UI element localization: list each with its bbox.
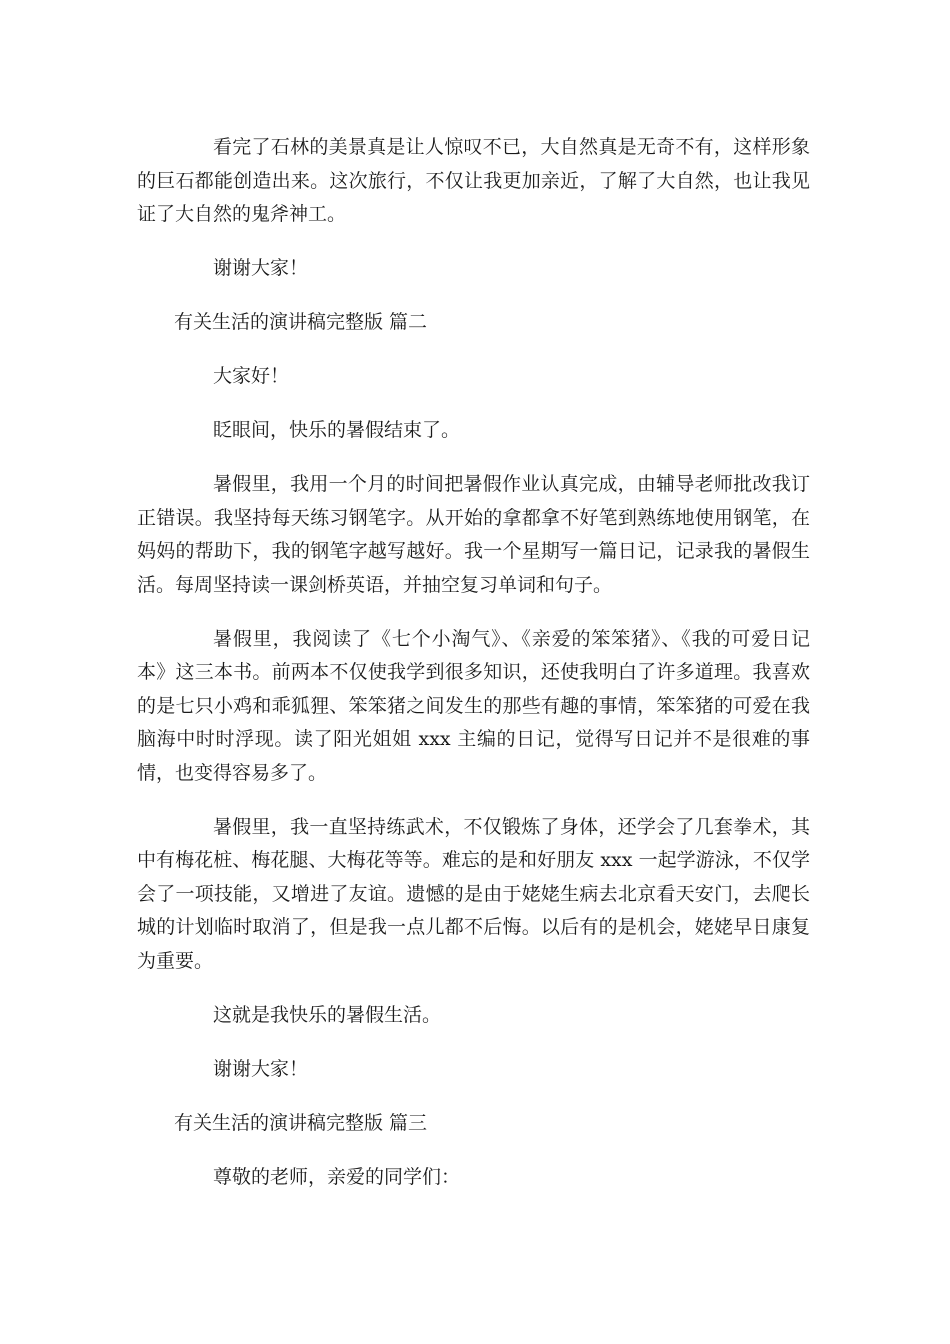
paragraph-summer-ended: 眨眼间，快乐的暑假结束了。	[213, 419, 461, 441]
section-heading-part-three: 有关生活的演讲稿完整版 篇三	[174, 1111, 428, 1134]
paragraph-martial-arts: 暑假里，我一直坚持练武术，不仅锻炼了身体，还学会了几套拳术，其中有梅花桩、梅花腿、大梅花等等。难忘的是和好朋友 xxx 一起学游泳，不仅学会了一项技能，又增进了友谊。遗憾的是由于姥姥生病去北京看天安门，去爬长城的计划临时取消了，但是我一点儿都不后悔。以后有的是机会，姥姥早日康复为重要。	[137, 815, 810, 972]
paragraph-thanks-2: 谢谢大家！	[213, 1057, 309, 1080]
paragraph-reading: 暑假里，我阅读了《七个小淘气》、《亲爱的笨笨猪》、《我的可爱日记本》这三本书。前两本不仅使我学到很多知识，还使我明白了许多道理。我喜欢的是七只小鸡和乖狐狸、笨笨猪之间发生的那些有趣的事情，笨笨猪的可爱在我脑海中时时浮现。读了阳光姐姐 xxx 主编的日记，觉得写日记并不是很难的事情，也变得容易多了。	[137, 627, 810, 784]
paragraph-happy-summer: 这就是我快乐的暑假生活。	[213, 1003, 442, 1026]
document-body	[137, 131, 810, 1194]
paragraph-homework: 暑假里，我用一个月的时间把暑假作业认真完成，由辅导老师批改我订正错误。我坚持每天练习钢笔字。从开始的拿都拿不好笔到熟练地使用钢笔，在妈妈的帮助下，我的钢笔字越写越好。我一个星期写一篇日记，记录我的暑假生活。每周坚持读一课剑桥英语，并抽空复习单词和句子。	[137, 473, 810, 596]
paragraph-salutation: 尊敬的老师，亲爱的同学们：	[213, 1165, 461, 1188]
paragraph-thanks-1: 谢谢大家！	[213, 257, 309, 279]
section-heading-part-two: 有关生活的演讲稿完整版 篇二	[174, 311, 428, 333]
paragraph-greeting: 大家好！	[213, 365, 290, 387]
paragraph-stone-forest: 看完了石林的美景真是让人惊叹不已，大自然真是无奇不有，这样形象的巨石都能创造出来。这次旅行，不仅让我更加亲近，了解了大自然，也让我见证了大自然的鬼斧神工。	[137, 136, 810, 225]
